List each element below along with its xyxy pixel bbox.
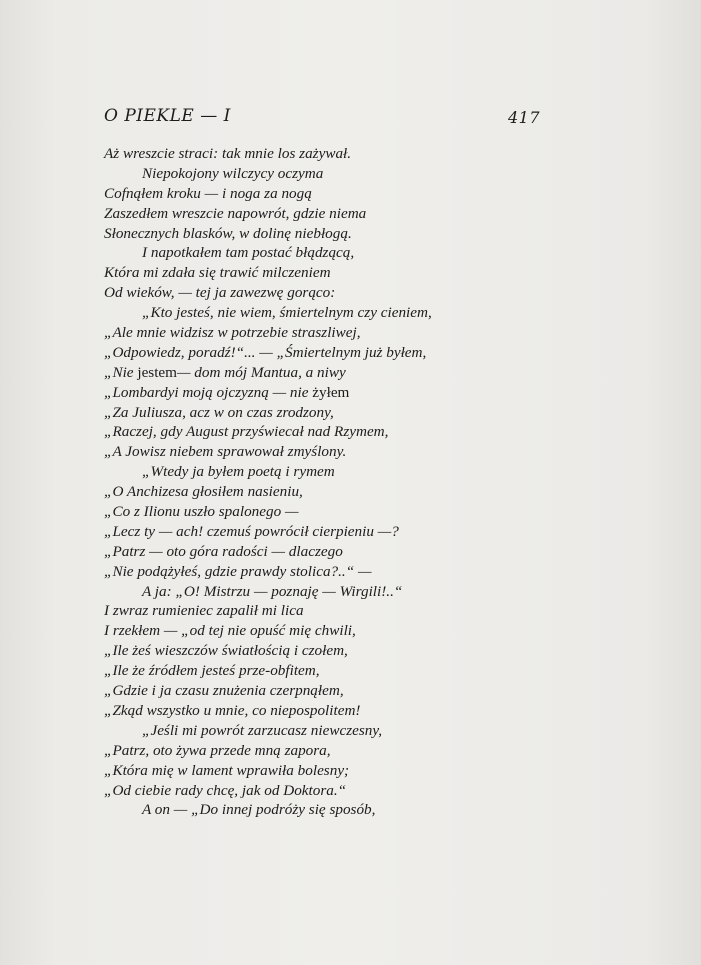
poem-line: „Raczej, gdy August przyświecał nad Rzymem, [104, 423, 389, 441]
poem-line: „A Jowisz niebem sprawował zmyślony. [104, 443, 347, 461]
poem-line: „Lecz ty — ach! czemuś powrócił cierpieniu —? [104, 522, 399, 540]
poem-line: „Ile żeś wieszczów światłością i czołem, [104, 642, 348, 660]
poem-line: Zaszedłem wreszcie napowrót, gdzie niema [104, 204, 367, 222]
poem-line: „Która mię w lament wprawiła bolesny; [104, 761, 350, 779]
poem-line: Cofnąłem kroku — i noga za nogą [104, 184, 312, 202]
upright-word: jestem [137, 363, 177, 381]
poem-line: Słonecznych blasków, w dolinę niebłogą. [104, 224, 352, 242]
poem-line: „Gdzie i ja czasu znużenia czerpnąłem, [104, 682, 344, 700]
running-header [104, 106, 540, 130]
poem-line: „O Anchizesa głosiłem nasieniu, [104, 483, 303, 501]
poem-line: A ja: „O! Mistrzu — poznaję — Wirgili!..“ [142, 582, 403, 600]
poem-line: „Ile że źródłem jesteś prze-obfitem, [104, 662, 320, 680]
poem-line: „Kto jesteś, nie wiem, śmiertelnym czy cieniem, [142, 304, 432, 322]
poem-line: Niepokojony wilczycy oczyma [142, 164, 324, 182]
poem-line: „Jeśli mi powrót zarzucasz niewczesny, [142, 721, 383, 739]
poem-line: „Nie podążyłeś, gdzie prawdy stolica?..“ — [104, 562, 372, 580]
poem-line: Aż wreszcie straci: tak mnie los zażywał. [104, 145, 352, 162]
poem-line: „Co z Ilionu uszło spalonego — [104, 503, 299, 521]
line-segment: „Lombardyi moją ojczyzną — nie [104, 383, 313, 401]
poem-line: „Zkąd wszystko u mnie, co niepospolitem! [104, 701, 361, 719]
poem-line: I zwraz rumieniec zapalił mi lica [104, 602, 304, 620]
poem-line: A on — „Do innej podróży się sposób, [142, 801, 376, 819]
poem-line: „Za Juliusza, acz w on czas zrodzony, [104, 403, 334, 421]
poem-line: I napotkałem tam postać błądzącą, [142, 244, 355, 262]
poem-line [104, 363, 544, 383]
poem-line: „Ale mnie widzisz w potrzebie straszliwej, [104, 324, 361, 342]
poem-line: Od wieków, — tej ja zawezwę gorąco: [104, 284, 336, 302]
line-segment: — dom mój Mantua, a niwy [177, 363, 346, 381]
poem-text [104, 144, 544, 820]
line-segment: „Nie [104, 363, 138, 381]
poem-line: „Odpowiedz, poradź!“... — „Śmiertelnym już byłem, [104, 343, 427, 361]
poem-line: Która mi zdała się trawić milczeniem [104, 264, 331, 282]
upright-word: żyłem [312, 383, 350, 401]
chapter-title: O PIEKLE — I [104, 106, 231, 126]
poem-line: I rzekłem — „od tej nie opuść mię chwili, [104, 622, 356, 640]
poem-line: „Od ciebie rady chcę, jak od Doktora.“ [104, 781, 347, 799]
poem-line: „Patrz, oto żywa przede mną zapora, [104, 741, 331, 759]
poem-line [104, 383, 544, 403]
poem-line: „Patrz — oto góra radości — dlaczego [104, 542, 343, 560]
poem-line: „Wtedy ja byłem poetą i rymem [142, 463, 335, 481]
page-number: 417 [507, 108, 540, 127]
